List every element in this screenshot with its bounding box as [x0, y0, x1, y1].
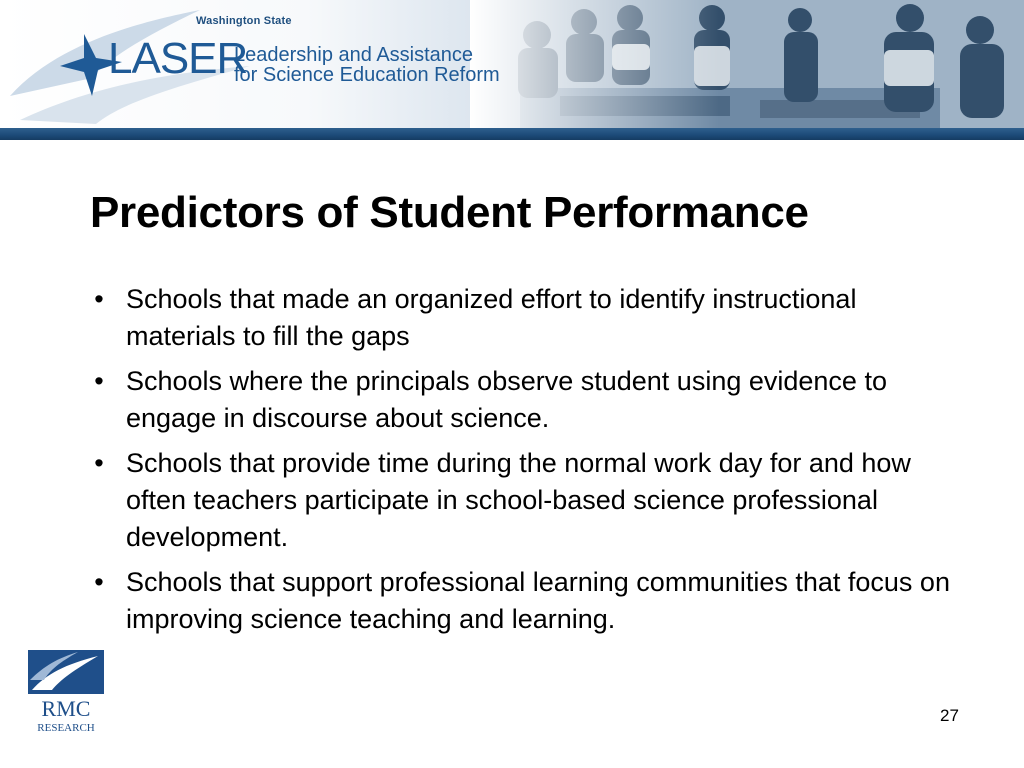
brand-tagline-line1: Leadership and Assistance: [234, 44, 474, 66]
bullet-marker: •: [94, 448, 104, 478]
bullet-item: [84, 363, 964, 437]
bullet-item: [84, 281, 964, 355]
slide-header: [0, 0, 1024, 128]
bullet-text: Schools that provide time during the normal work day for and how often teachers participate in school-based science professional development.: [126, 448, 911, 552]
bullet-marker: •: [94, 284, 104, 314]
rmc-logo-subtitle: RESEARCH: [37, 722, 95, 734]
bullet-marker: •: [94, 567, 104, 597]
bullet-list: [84, 281, 964, 646]
bullet-item: [84, 564, 964, 638]
brand-state-label: Washington State: [196, 15, 292, 27]
brand-logo-text: LASER: [108, 34, 248, 83]
bullet-item: [84, 445, 964, 556]
bullet-text: Schools that made an organized effort to identify instructional materials to fill the gaps: [126, 284, 857, 351]
slide-title: Predictors of Student Performance: [90, 188, 809, 237]
bullet-text: Schools that support professional learning communities that focus on improving science teaching and learning.: [126, 567, 950, 634]
rmc-research-logo: [26, 650, 106, 734]
bullet-marker: •: [94, 366, 104, 396]
bullet-text: Schools where the principals observe student using evidence to engage in discourse about science.: [126, 366, 887, 433]
page-number: 27: [940, 706, 959, 725]
rmc-logo-name: RMC: [41, 696, 91, 721]
header-divider: [0, 128, 1024, 140]
brand-tagline-line2: for Science Education Reform: [234, 64, 500, 86]
